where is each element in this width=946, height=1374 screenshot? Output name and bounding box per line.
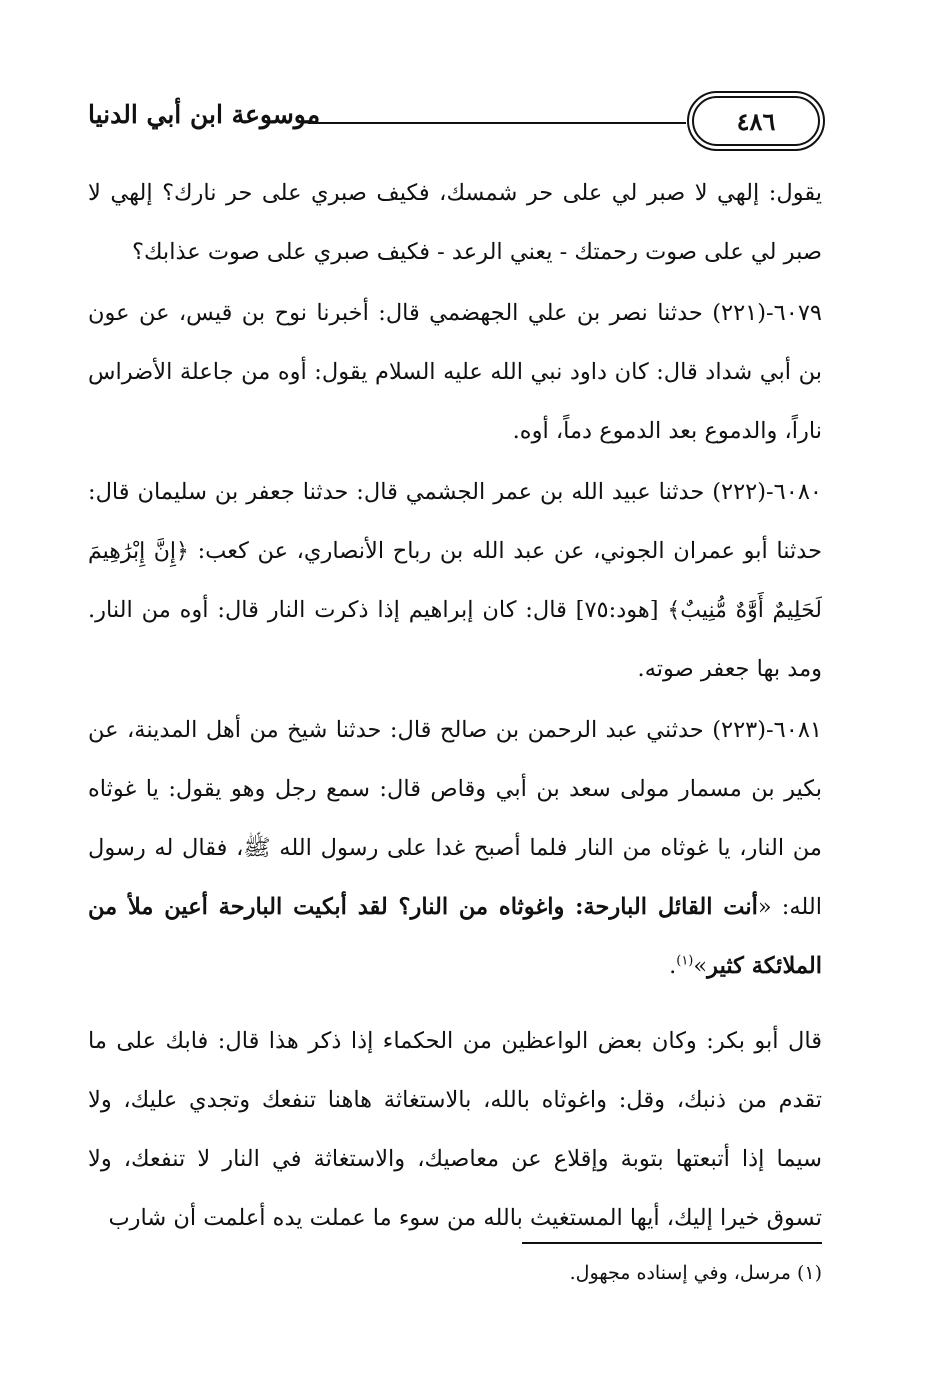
paragraph-text: [هود:٧٥] قال: كان إبراهيم إذا ذكرت النار قال: أوه من النار. ومد بها جعفر صوته. bbox=[88, 597, 822, 682]
quran-verse: ﴿إِنَّ إِبْرَٰهِيمَ لَحَلِيمٌ أَوَّٰهٌ مُّنِيبٌ﴾ bbox=[88, 539, 822, 623]
header-rule bbox=[308, 122, 686, 124]
footnote: (١) مرسل، وفي إسناده مجهول. bbox=[569, 1262, 822, 1284]
paragraph-text: ٦٠٨١-(٢٢٣) حدثني عبد الرحمن بن صالح قال: حدثنا شيخ من أهل المدينة، عن بكير بن مسمار مولى سعد بن أبي وقاص قال: سمع رجل وهو يقول: يا غوثاه من النار، يا غوثاه من النار فلما أصبح غدا على رسول الله ﷺ، فقال له رسول الله: « bbox=[88, 717, 822, 920]
paragraph: قال أبو بكر: وكان بعض الواعظين من الحكماء إذا ذكر هذا قال: فابك على ما تقدم من ذنبك، وقل: واغوثاه بالله، بالاستغاثة هاهنا تنفعك وتجدي عليك، ولا سيما إذا أتبعتها بتوبة وإقلاع عن معاصيك، والاستغاثة في النار لا تنفعك، ولا تسوق خيرا إليك، أيها المستغيث بالله من سوء ما عملت يده أعلمت أن شارب bbox=[88, 1028, 822, 1231]
paragraph-end: . bbox=[669, 953, 677, 979]
paragraph bbox=[88, 701, 822, 996]
hadith-text: أنت القائل البارحة: واغوثاه من النار؟ لقد أبكيت البارحة أعين ملأ من الملائكة كثير bbox=[88, 894, 822, 979]
paragraph bbox=[88, 463, 822, 699]
footnote-ref: (١) bbox=[676, 953, 694, 969]
page-header bbox=[88, 92, 822, 152]
footnote-rule bbox=[522, 1242, 822, 1244]
paragraph-text: ٦٠٨٠-(٢٢٢) حدثنا عبيد الله بن عمر الجشمي قال: حدثنا جعفر بن سليمان قال: حدثنا أبو عمران الجوني، عن عبد الله بن رباح الأنصاري، عن كعب: bbox=[88, 479, 822, 564]
page-number: ٤٨٦ bbox=[736, 106, 776, 136]
book-title: موسوعة ابن أبي الدنيا bbox=[88, 100, 321, 129]
main-text bbox=[88, 164, 822, 1248]
page-number-badge bbox=[692, 96, 820, 146]
quote-close: » bbox=[693, 953, 708, 979]
paragraph: ٦٠٧٩-(٢٢١) حدثنا نصر بن علي الجهضمي قال: أخبرنا نوح بن قيس، عن عون بن أبي شداد قال: كان داود نبي الله عليه السلام يقول: أوه من جاعلة الأضراس ناراً، والدموع بعد الدموع دماً، أوه. bbox=[88, 300, 822, 444]
paragraph: يقول: إلهي لا صبر لي على حر شمسك، فكيف صبري على حر نارك؟ إلهي لا صبر لي على صوت رحمتك - يعني الرعد - فكيف صبري على صوت عذابك؟ bbox=[88, 180, 822, 265]
